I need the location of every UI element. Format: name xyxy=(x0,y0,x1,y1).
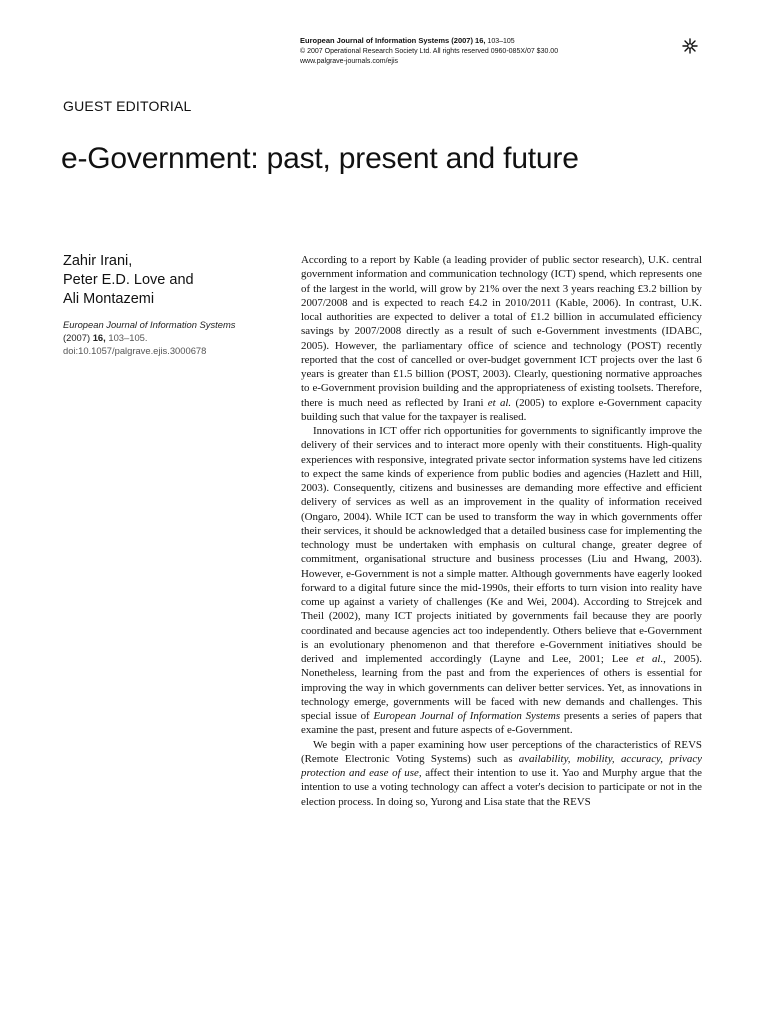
journal-header xyxy=(300,36,680,67)
text-run: Innovations in ICT offer rich opportunities for governments to significantly improve the delivery of their services and to interact more openly with their constituents. High-quality experiences with responsive, integrated private sector information systems have led citizens to expect the same kinds of experience from public bodies and agencies (Hazlett and Hill, 2003). Consequently, citizens and businesses are demanding more effective and efficient delivery of services as well as an improvement in the quality of information received (Ongaro, 2004). While ICT can be used to transform the way in which governments offer their services, it should be acknowledged that a detailed business case for implementing the technology must be undertaken with emphasis on cultural change, greater degree of commitment, organisational structure and business processes (Liu and Hwang, 2003). However, e-Government is not a simple matter. Although governments have eagerly looked forward to a digital future since the mid-1990s, their efforts to turn vision into reality have come up against a variety of challenges (Ke and Wei, 2004). According to Strejcek and Theil (2002), many ICT projects initiated by governments fail because they are poorly coordinated and because agencies act too independently. Others believe that e-Government is an evolutionary phenomenon and that therefore e-Government initiatives should be derived and implemented accordingly (Layne and Lee, 2001; Lee xyxy=(301,425,702,665)
author-list xyxy=(63,252,194,309)
citation-volume: 16, xyxy=(92,332,106,344)
text-run: According to a report by Kable (a leading provider of public sector research), U.K. central government information and communication technology (ICT) spend, which represents one of the largest in the world, will grow by 21% over the next 3 years reaching £3.2 billion by 2007/2008 and is expected to reach £4.2 in 2010/2011 (Kable, 2006). In contrast, U.K. local authorities are expected to deliver a total of £1.2 billion in accumulated efficiency savings by 2007/2008 directly as a result of such e-Government investments (IDABC, 2005). However, the parliamentary office of science and technology (POST) recently reported that the cost of cancelled or over-budget government ICT projects over the last 6 years is greater than £1.5 billion (POST, 2003). Clearly, questioning normative approaches to e-Government provision building and the appropriateness of existing toolsets. Therefore, there is much need as reflected by Irani xyxy=(301,254,702,409)
citation-year: (2007) xyxy=(63,332,91,344)
copyright-notice: © 2007 Operational Research Society Ltd. All rights reserved 0960-085X/07 $30.00 xyxy=(300,48,559,55)
text-run: We begin with a paper examining how user perceptions of the characteristics of REVS (Remote Electronic Voting Systems) such as xyxy=(301,738,702,765)
body-text xyxy=(301,253,702,809)
asterisk-star-icon xyxy=(682,38,698,54)
citation-journal: European Journal of Information Systems xyxy=(63,319,236,330)
text-run: presents a series of papers that examine the past, present and future aspects of e-Government. xyxy=(301,710,702,737)
text-run-italic: et al. xyxy=(487,396,512,409)
author-name: Ali Montazemi xyxy=(63,291,155,307)
author-name: Zahir Irani, xyxy=(63,253,133,269)
journal-title: European Journal of Information Systems (2007) 16, xyxy=(300,36,486,45)
text-run-italic: availability, mobility, accuracy, privacy protection and ease of use, xyxy=(301,752,702,779)
section-label: GUEST EDITORIAL xyxy=(63,98,192,114)
page-title: e-Government: past, present and future xyxy=(61,142,579,175)
paragraph xyxy=(301,424,702,738)
paragraph xyxy=(301,253,702,424)
citation-pages: 103–105. xyxy=(108,332,148,344)
text-run: (2005) to explore e-Government capacity building such that value for the taxpayer is realised. xyxy=(301,396,702,423)
journal-url: www.palgrave-journals.com/ejis xyxy=(300,58,399,65)
paragraph xyxy=(301,738,702,809)
text-run-italic: et al. xyxy=(636,653,664,665)
author-name: Peter E.D. Love and xyxy=(63,272,194,288)
citation-block xyxy=(63,318,263,358)
journal-title-line xyxy=(300,36,680,47)
journal-pages: 103–105 xyxy=(487,38,515,45)
text-run: affect their intention to use it. Yao and Murphy argue that the intention to use a voting technology can affect a voter's decision to participate or not in the election process. In doing so, Yurong and Lisa state that the REVS xyxy=(301,767,702,808)
citation-doi: doi:10.1057/palgrave.ejis.3000678 xyxy=(63,345,207,357)
text-run: , 2005). Nonetheless, learning from the past and from the experiences of others is essential for improving the way in which governments can deliver better services. Yet, as innovations in technology emerge, governments will be faced with new demands and challenges. This special issue of xyxy=(301,653,702,722)
text-run-italic: European Journal of Information Systems xyxy=(373,710,561,722)
